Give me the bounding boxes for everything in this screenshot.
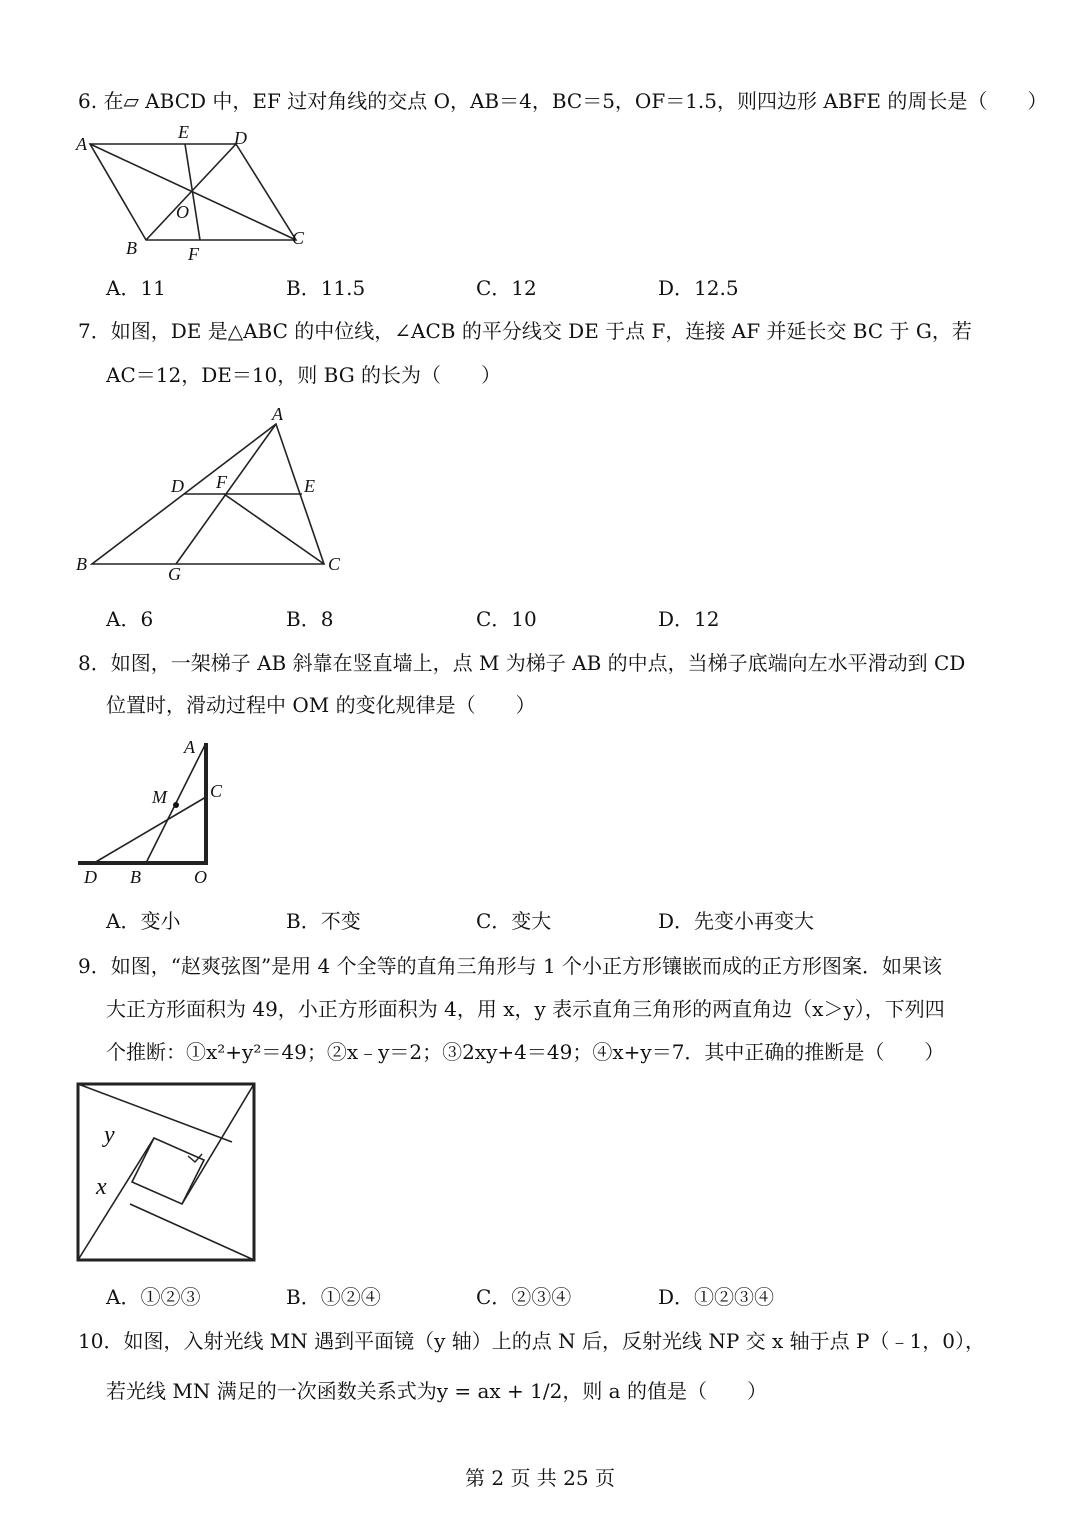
label-b: B xyxy=(76,554,87,574)
q8-option-b[interactable]: B．不变 xyxy=(286,909,361,933)
question-8-stem-line1: 8．如图，一架梯子 AB 斜靠在竖直墙上，点 M 为梯子 AB 的中点，当梯子底端向左水平滑动到 CD xyxy=(78,651,966,675)
question-7-stem-line2: AC＝12，DE＝10，则 BG 的长为（ ） xyxy=(106,363,502,387)
q8-option-d[interactable]: D．先变小再变大 xyxy=(658,909,815,933)
label-x: x xyxy=(96,1174,107,1200)
question-9-stem-line2: 大正方形面积为 49，小正方形面积为 4，用 x，y 表示直角三角形的两直角边（x＞y），下列四 xyxy=(106,997,945,1021)
q9-option-a[interactable]: A．①②③ xyxy=(106,1285,201,1309)
label-d: D xyxy=(84,867,97,887)
hyp-line-2 xyxy=(182,1084,254,1204)
hyp-line-3 xyxy=(130,1204,254,1260)
question-8-stem-line2: 位置时，滑动过程中 OM 的变化规律是（ ） xyxy=(106,693,536,717)
outer-square xyxy=(78,1084,254,1260)
segment-ef xyxy=(185,144,200,240)
q6-option-a[interactable]: A．11 xyxy=(106,276,166,300)
q6-option-b[interactable]: B．11.5 xyxy=(286,276,366,300)
point-m xyxy=(173,802,179,808)
q9-option-c[interactable]: C．②③④ xyxy=(476,1285,572,1309)
question-7-stem-line1: 7．如图，DE 是△ABC 的中位线，∠ACB 的平分线交 DE 于点 F，连接 AF 并延长交 BC 于 G，若 xyxy=(78,319,972,343)
q9-option-d[interactable]: D．①②③④ xyxy=(658,1285,775,1309)
label-a: A xyxy=(272,404,283,424)
label-y: y xyxy=(104,1122,115,1148)
question-6-stem: 6. 在▱ ABCD 中，EF 过对角线的交点 O，AB＝4，BC＝5，OF＝1.5，则四边形 ABFE 的周长是（ ） xyxy=(78,89,1048,113)
ladder-cd xyxy=(94,797,206,863)
label-m: M xyxy=(152,787,167,807)
figure-triangle-midline xyxy=(76,400,356,590)
question-9-stem-line1: 9．如图，“赵爽弦图”是用 4 个全等的直角三角形与 1 个小正方形镶嵌而成的正方形图案．如果该 xyxy=(78,954,943,978)
hyp-line-1 xyxy=(78,1084,232,1142)
q7-option-d[interactable]: D．12 xyxy=(658,607,720,631)
hyp-line-4 xyxy=(78,1138,154,1260)
q6-option-c[interactable]: C．12 xyxy=(476,276,537,300)
label-c: C xyxy=(210,781,223,801)
page-footer: 第 2 页 共 25 页 xyxy=(465,1466,615,1490)
label-a: A xyxy=(76,134,87,154)
label-b: B xyxy=(126,238,137,258)
figure-parallelogram xyxy=(76,122,316,262)
label-c: C xyxy=(328,554,341,574)
label-e: E xyxy=(304,476,315,496)
label-o: O xyxy=(176,202,189,222)
inner-square xyxy=(132,1138,204,1204)
q7-option-c[interactable]: C．10 xyxy=(476,607,537,631)
label-f: F xyxy=(216,472,227,492)
question-10-stem-line2: 若光线 MN 满足的一次函数关系式为y = ax + 1/2，则 a 的值是（ ） xyxy=(106,1379,767,1403)
q8-option-a[interactable]: A．变小 xyxy=(106,909,181,933)
label-o: O xyxy=(194,867,207,887)
label-g: G xyxy=(168,564,181,584)
diagonal-bd xyxy=(146,144,236,240)
label-c: C xyxy=(292,228,305,248)
label-e: E xyxy=(178,122,189,142)
label-d: D xyxy=(171,476,184,496)
figure-zhaoshuang-square xyxy=(76,1080,258,1264)
q7-option-b[interactable]: B．8 xyxy=(286,607,334,631)
figure-ladder xyxy=(76,735,236,890)
label-d: D xyxy=(234,128,247,148)
q6-option-d[interactable]: D．12.5 xyxy=(658,276,739,300)
q9-option-b[interactable]: B．①②④ xyxy=(286,1285,381,1309)
question-10-stem-line1: 10．如图，入射光线 MN 遇到平面镜（y 轴）上的点 N 后，反射光线 NP 交 x 轴于点 P（﹣1，0）， xyxy=(78,1329,985,1353)
label-f: F xyxy=(188,244,199,264)
q8-option-c[interactable]: C．变大 xyxy=(476,909,552,933)
label-a: A xyxy=(184,737,195,757)
label-b: B xyxy=(130,867,141,887)
q7-option-a[interactable]: A．6 xyxy=(106,607,154,631)
bisector-cf xyxy=(224,494,324,564)
question-9-stem-line3: 个推断：①x²+y²＝49；②x﹣y＝2；③2xy+4＝49；④x+y＝7．其中正确的推断是（ ） xyxy=(106,1040,945,1064)
